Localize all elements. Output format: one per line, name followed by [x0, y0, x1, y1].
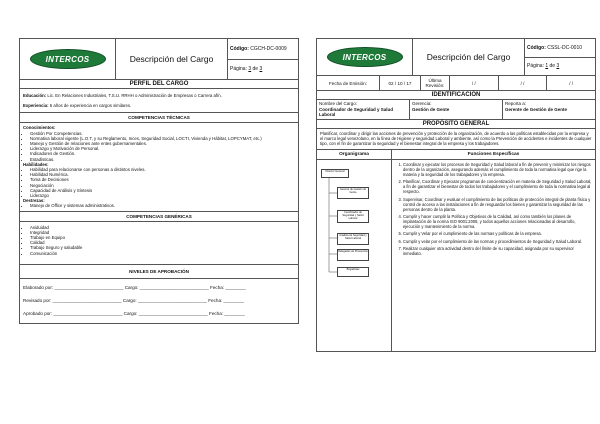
approval-levels-title: NIVELES DE APROBACIÓN	[19, 265, 299, 279]
intercos-logo: INTERCOS	[327, 47, 403, 67]
header-right	[316, 38, 596, 76]
list-item: • Normativa laboral vigente (L.O.T, y su Reglamento, Inces, Seguridad Social, LOCTI, Vivienda y Hábitat, LOPCYMAT, etc.)	[30, 136, 295, 141]
list-item: • Asiduidad	[30, 225, 295, 230]
knowledge-label: Conocimientos:	[23, 125, 56, 131]
generic-competencies-title: COMPETENCIAS GENÉRICAS	[19, 212, 299, 222]
experience-label: Experiencia:	[23, 103, 49, 109]
specific-functions	[392, 160, 595, 351]
list-item: • Liderazgo y Motivación de Personal.	[30, 146, 295, 151]
code-row	[525, 39, 595, 57]
approval-role: Revisado por:	[23, 297, 52, 303]
document-title: Descripción del Cargo	[413, 39, 525, 75]
technical-competencies-block	[19, 123, 299, 211]
approval-row-approved: Aprobado por: ___________________________ Cargo: ___________________________ Fecha: ________	[23, 310, 245, 316]
page-left	[19, 38, 299, 383]
page-current: 1	[545, 63, 549, 70]
approval-cargo: Cargo:	[124, 284, 139, 290]
list-item: 3. Supervisar, Coordinar y evaluar el cumplimiento de las políticas de protección integral de planta física y control de acceso a las instalaciones a fin de resguardar los bienes y garantizar la seguridad de las personas dentro de la planta.	[403, 197, 593, 212]
management-value: Gestión de Gente	[412, 106, 450, 112]
page-total: 3	[259, 66, 263, 73]
list-item: • Manejo de Office y sistemas administrativos.	[30, 203, 295, 208]
list-item: 1. Coordinar y ejecutar los procesos de Seguridad y Salud laboral a fin de prevenir y minimizar los riesgos dentro de la organización, asegurando además el cumplimiento de toda la normativa legal que rige la materia y la seguridad de los trabajadores y la empresa.	[403, 162, 593, 177]
document-title: Descripción del Cargo	[116, 39, 228, 79]
approval-date: Fecha:	[208, 297, 223, 303]
org-box-director: Director General	[321, 169, 349, 178]
code-cell	[228, 39, 298, 79]
list-item: 5. Cumplir y Velar por el cumplimiento de las normas y políticas de la empresa.	[403, 231, 593, 236]
dexterity-list	[23, 203, 295, 208]
code-value: CGCH-DC-0009	[250, 45, 287, 52]
list-item: • Liderazgo	[30, 193, 295, 198]
list-item: • Habilidad Numérica.	[30, 172, 295, 177]
page-row	[228, 59, 298, 80]
page-row	[525, 57, 595, 76]
approval-row-reviewed: Revisado por: ___________________________ Cargo: ___________________________ Fecha: ________	[23, 297, 244, 303]
emission-row	[316, 76, 596, 91]
emission-label: Fecha de Emisión:	[317, 76, 380, 90]
org-functions-body	[316, 160, 596, 352]
education-text: Lic. En Relaciones Industriales, T.S.U. RRHH o Administración de Empresas o Carrera afín.	[47, 93, 222, 98]
revision-date-3: / /	[569, 80, 574, 86]
reports-to-label: Reporta a:	[505, 101, 527, 106]
functions-list	[394, 162, 593, 256]
org-box-manager: Gerente de Gestión de Gente	[337, 187, 369, 199]
org-box-brigadiers: Brigadistas	[337, 267, 369, 277]
page-sep: de	[252, 66, 259, 73]
generic-competencies-block	[19, 222, 299, 265]
list-item: • Estadísticas.	[30, 157, 295, 162]
list-item: • Comunicación	[30, 251, 295, 256]
education-block	[19, 89, 299, 113]
org-box-coordinator: Coordinador de Seguridad y Salud Laboral	[337, 210, 369, 223]
logo-cell	[20, 39, 116, 79]
emission-value: 02 / 10 / 17	[380, 76, 421, 90]
page-sep: de	[549, 63, 556, 70]
page-label: Página:	[527, 63, 544, 70]
list-item: 4. Cumplir y hacer cumplir la Política y Objetivos de la Calidad, así como también los planes de implantación de la norma ISO 9001:2008, y todos aquellos acciones relacionadas al desarrollo, ejecución y mantenimiento de la norma.	[403, 214, 593, 229]
list-item: • Negociación	[30, 183, 295, 188]
experience-text: 5 años de experiencia en cargos similares.	[49, 103, 132, 109]
list-item: • Calidad	[30, 240, 295, 245]
approval-date: Fecha:	[210, 284, 225, 290]
purpose-text: Planificar, coordinar y dirigir las acciones de prevención y protección de la organización, de acuerdo a las políticas establecidas por la empresa y el marco legal venezolano, en la línea de Higiene y seguridad Laboral y ambiente, así como la Prevención de accidentes e incidentes de cualquier tipo, con el fin de garantizar la seguridad y el bienestar integral de la empresa y los trabajadores.	[316, 129, 596, 150]
list-item: 7. Realizar cualquier otra actividad dentro del límite de su capacidad, asignada por su supervisor inmediato.	[403, 246, 593, 256]
page-current: 3	[248, 66, 252, 73]
management-cell	[410, 100, 503, 119]
code-cell	[525, 39, 595, 75]
list-item: • Capacidad de Análisis y Síntesis	[30, 188, 295, 193]
job-name-label: Nombre del Cargo:	[319, 101, 358, 106]
list-item: • Integridad	[30, 230, 295, 235]
reports-to-value: Gerente de Gestión de Gente	[505, 106, 568, 112]
skills-label: Habilidades:	[23, 161, 49, 167]
list-item: • Gestión Por Competencias.	[30, 131, 295, 136]
revision-date-2: / /	[499, 76, 548, 90]
approval-cargo: Cargo:	[122, 297, 137, 303]
code-label: Código:	[527, 44, 546, 51]
approval-role: Aprobado por:	[23, 310, 53, 316]
org-box-analyst: Analista de Seguridad y Salud Laboral	[337, 233, 369, 245]
intercos-logo: INTERCOS	[30, 49, 106, 69]
org-chart-title: Organigrama	[317, 150, 392, 159]
technical-competencies-title: COMPETENCIAS TÉCNICAS	[19, 113, 299, 123]
identification-title: IDENTIFICACIÓN	[316, 91, 596, 100]
dexterity-label: Destrezas:	[23, 198, 45, 204]
job-name-value: Coordinador de Seguridad y Salud Laboral	[319, 106, 394, 117]
reports-to-cell	[503, 100, 595, 119]
page-right	[316, 38, 596, 383]
education-label: Educación:	[23, 93, 47, 98]
functions-title: Funciones Específicas	[467, 151, 520, 157]
approval-role: Elaborado por:	[23, 284, 54, 290]
list-item: • Trabajo Seguro y saludable	[30, 245, 295, 250]
generic-list	[23, 225, 295, 256]
job-name-cell	[317, 100, 410, 119]
revision-label: Última Revisión:	[421, 76, 450, 90]
code-value: CSSL-DC-0010	[547, 44, 583, 51]
approval-cargo: Cargo:	[123, 310, 138, 316]
logo-cell	[317, 39, 413, 75]
list-item: • Manejo y Gestión de relaciones ante entes gubernamentales.	[30, 141, 295, 146]
list-item: 2. Planificar, Coordinar y Ejecutar programas de concientización en materia de Seguridad y Salud Laboral, a fin de garantizar el bienestar de todos los trabajadores y el cumplimiento de toda la normativa legal al respecto.	[403, 179, 593, 194]
list-item: • Habilidad para relacionarse con personas a distintos niveles.	[30, 167, 295, 172]
identification-row	[316, 100, 596, 120]
org-chart	[317, 160, 392, 351]
org-functions-header	[316, 150, 596, 160]
page-label: Página:	[230, 66, 247, 73]
management-label: Gerencia:	[412, 101, 432, 106]
org-box-delegates: Delegados de Prevención	[337, 249, 369, 261]
purpose-title: PROPÓSITO GENERAL	[316, 120, 596, 129]
list-item: 6. Cumplir y velar por el cumplimiento de las normas y procedimientos de Seguridad y Salud Laboral.	[403, 239, 593, 244]
list-item: • Trabajo en Equipo	[30, 235, 295, 240]
list-item: • Toma de Decisiones	[30, 177, 295, 182]
page-total: 3	[556, 63, 560, 70]
approval-date: Fecha:	[209, 310, 224, 316]
knowledge-list	[23, 131, 295, 162]
list-item: • Indicadores de Gestión.	[30, 151, 295, 156]
approval-row-elaborated: Elaborado por: ___________________________ Cargo: ___________________________ Fecha: ________	[23, 284, 246, 290]
profile-section-title: PERFIL DEL CARGO	[19, 80, 299, 89]
code-row	[228, 39, 298, 59]
code-label: Código:	[230, 45, 249, 52]
skills-list	[23, 167, 295, 198]
header-left	[19, 38, 299, 80]
approval-block	[19, 279, 299, 324]
revision-date-1: / /	[450, 76, 499, 90]
